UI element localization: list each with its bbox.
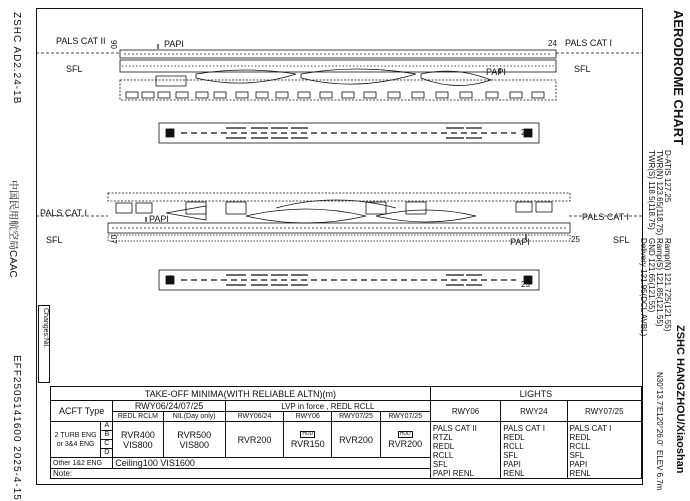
light-item: PALS CAT I	[569, 424, 612, 433]
turb-eng-line2: or 3&4 ENG	[56, 440, 95, 448]
aerodrome-diagram	[36, 8, 643, 385]
other-eng-label: Other 1&2 ENG	[51, 458, 113, 469]
papi-06-label: PAPI	[164, 39, 184, 49]
lights-rwy0725-list	[567, 422, 641, 479]
turb-eng-cell	[51, 422, 101, 458]
light-item: PAPI RENL	[432, 469, 475, 478]
freq-twr-s: TWR(S) 118.5(118.75)	[647, 150, 656, 230]
sfl-07-label: SFL	[46, 235, 63, 245]
nil-day-rvr: RVR500	[177, 429, 212, 440]
light-item: RENL	[569, 469, 591, 478]
freq-gnd: GND 121.65(121.55)	[647, 238, 656, 313]
rwy0725b-value-cell	[380, 422, 430, 458]
freq-delivery: Delivery 121.95(DCL AVBL)	[639, 238, 648, 337]
pals-24-label: PALS CAT I	[565, 38, 613, 48]
inset-07-number: 07	[165, 275, 174, 284]
south-complex	[36, 193, 643, 241]
nil-day-values	[163, 422, 225, 458]
redl-rclm-rvr: RVR400	[120, 429, 155, 440]
light-item: SFL	[503, 451, 518, 460]
north-complex	[36, 44, 643, 100]
coordinates: N30°13.7'E120°26.0'	[655, 372, 664, 446]
rwy-group-header: RWY06/24/07/25	[113, 401, 226, 412]
rwy-07-number: 07	[109, 235, 118, 244]
cat-a: A	[101, 422, 112, 431]
sfl-25-label: SFL	[613, 235, 630, 245]
light-item: PALS CAT II	[432, 424, 477, 433]
light-item: SFL	[432, 460, 448, 469]
lights-rwy06-header: RWY06	[430, 401, 500, 422]
lights-rwy24-header: RWY24	[501, 401, 567, 422]
cat-c: C	[101, 440, 112, 449]
lights-rwy24-list	[501, 422, 567, 479]
light-item: RENL	[503, 469, 525, 478]
chart-title: AERODROME CHART	[671, 10, 686, 146]
lights-title: LIGHTS	[430, 387, 641, 401]
inset-24-number: 24	[521, 128, 530, 137]
inset-06-number: 90	[165, 128, 174, 137]
rwy-06-number: 90	[109, 40, 118, 49]
lights-rwy0725-header: RWY07/25	[567, 401, 641, 422]
light-item: REDL	[569, 433, 591, 442]
changes-note: Changes:Nil.	[42, 308, 49, 349]
sfl-06-label: SFL	[66, 64, 83, 74]
cat-d: D	[104, 449, 110, 456]
minima-note: Note:	[51, 469, 431, 479]
cat-b: B	[101, 431, 112, 440]
ad-code: ZSHC AD2.24-1B	[11, 12, 22, 105]
light-item: REDL	[432, 442, 455, 451]
light-item: RTZL	[432, 433, 453, 442]
pals-25-label: PALS CAT I	[582, 212, 630, 222]
rwy-24-number: 24	[548, 39, 557, 48]
col-rwy0725b-header: RWY07/25	[380, 412, 430, 422]
light-item: RCLL	[569, 442, 590, 451]
turb-eng-line1: 2 TURB ENG	[54, 431, 97, 439]
col-rwy0624-header: RWY06/24	[225, 412, 283, 422]
light-item: SFL	[569, 451, 585, 460]
minima-title: TAKE-OFF MINIMA(WITH RELIABLE ALTN)(m)	[51, 387, 431, 401]
minima-lights-table	[50, 386, 642, 479]
airport-name: ZSHC HANGZHOU/Xiaoshan	[674, 325, 686, 474]
freq-atis: D-ATIS 127.25	[663, 150, 672, 203]
sfl-24-label: SFL	[574, 64, 591, 74]
freq-twr-n: TWR(N) 123.65(118.75)	[655, 150, 664, 236]
elevation: ELEV 6.7m	[655, 450, 664, 491]
inset-25-number: 25	[521, 280, 530, 289]
acft-type-header: ACFT Type	[51, 401, 113, 422]
pals-06-label: PALS CAT II	[56, 36, 106, 46]
light-item: RCLL	[432, 451, 454, 460]
rwy0725a-value: RVR200	[332, 422, 380, 458]
rwy0725b-value: RVR200	[388, 438, 423, 449]
col-rwy0725a-header: RWY07/25	[332, 412, 380, 422]
north-stands	[126, 92, 544, 98]
redl-rclm-vis: VIS800	[123, 439, 153, 450]
light-item: PAPI	[503, 460, 521, 469]
light-item: REDL	[503, 433, 525, 442]
freq-ramp-s: Ramp(S) 121.85(121.55)	[655, 238, 664, 327]
pals-07-label: PALS CAT I	[40, 208, 88, 218]
effective-date: EFF2505141600 2025-4-15	[11, 355, 22, 501]
rwy0624-value: RVR200	[225, 422, 283, 458]
hud-badge-rwy06: HUD	[302, 430, 314, 437]
rwy-25-number: 25	[571, 235, 580, 244]
papi-24-label: PAPI	[486, 67, 506, 77]
other-eng-value: Ceiling100 VIS1600	[113, 458, 431, 469]
north-runway-inset	[159, 123, 539, 143]
hud-badge-rwy0725: HUD	[399, 430, 411, 437]
col-rwy06-header: RWY06	[284, 412, 332, 422]
nil-day-header: NIL(Day only)	[163, 412, 225, 422]
rwy06-value-cell	[284, 422, 332, 458]
freq-ramp-n: Ramp(N) 121.725(121.55)	[663, 238, 672, 332]
light-item: PAPI	[569, 460, 588, 469]
papi-07-label: PAPI	[149, 214, 169, 224]
light-item: RCLL	[503, 442, 524, 451]
nil-day-vis: VIS800	[179, 439, 209, 450]
category-cell	[101, 422, 113, 458]
rwy06-value: RVR150	[290, 438, 325, 449]
south-runway-inset	[159, 270, 539, 290]
redl-rclm-header: REDL RCLM	[113, 412, 163, 422]
lights-rwy06-list	[430, 422, 500, 479]
papi-25-label: PAPI	[510, 237, 530, 247]
redl-rclm-values	[113, 422, 163, 458]
light-item: PALS CAT I	[503, 424, 545, 433]
authority-label: 中国民用航空局CAAC	[7, 180, 18, 278]
lvp-header: LVP in force , REDL RCLL	[225, 401, 430, 412]
